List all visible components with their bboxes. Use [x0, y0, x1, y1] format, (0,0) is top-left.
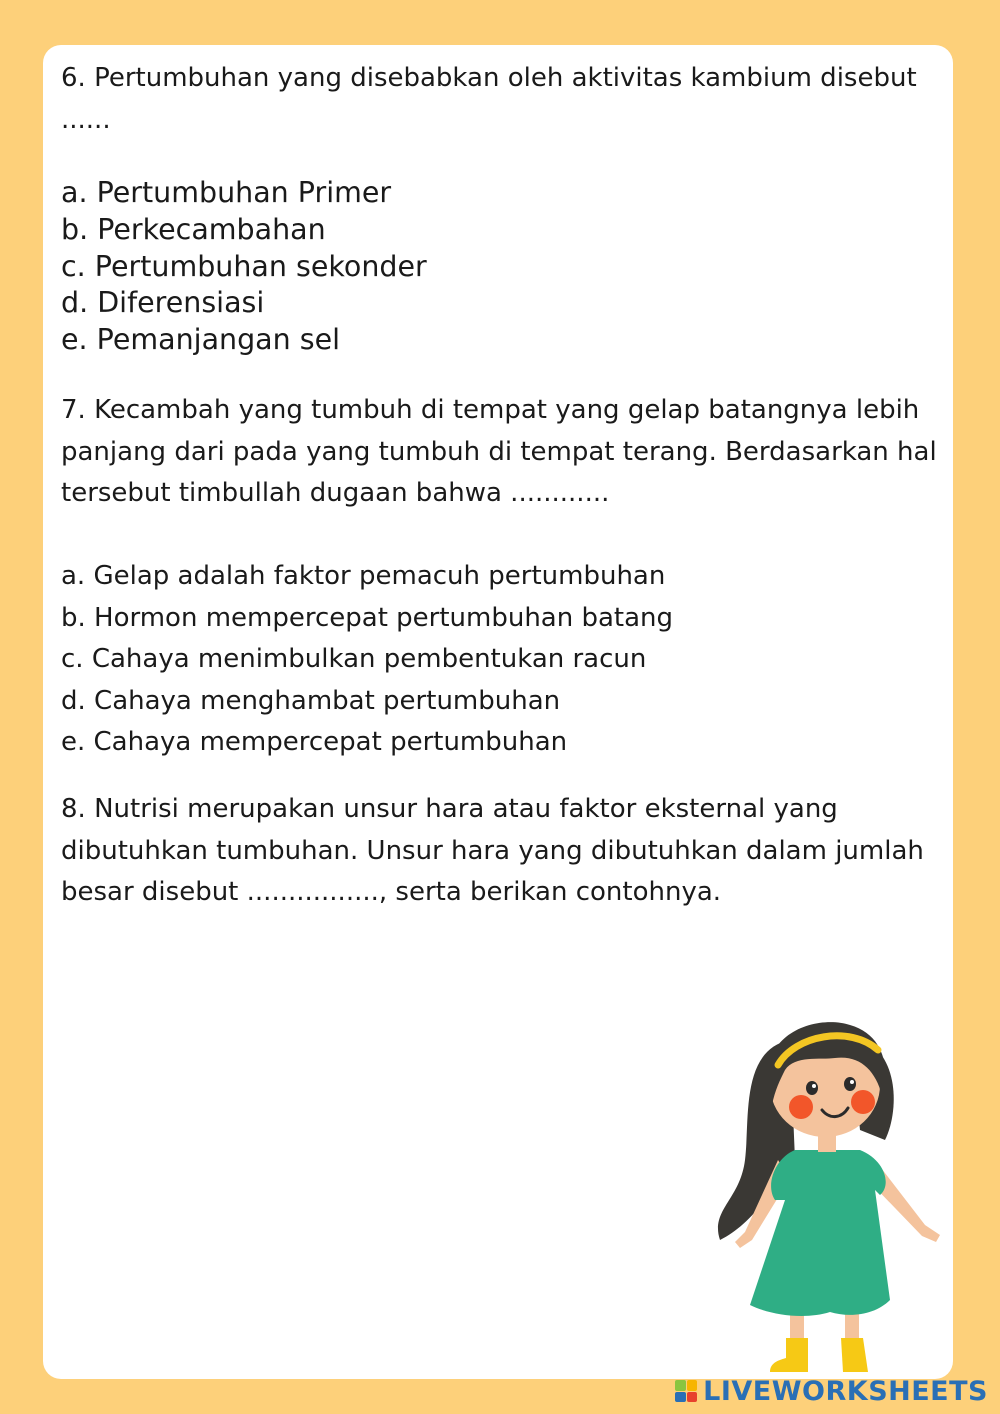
- cheek-right: [851, 1090, 875, 1114]
- liveworksheets-logo-icon: [675, 1380, 697, 1402]
- question-7-number: 7.: [61, 395, 86, 425]
- option-7a[interactable]: a. Gelap adalah faktor pemacuh pertumbuhan: [61, 561, 666, 591]
- boot-left: [770, 1338, 808, 1372]
- brand-text: LIVEWORKSHEETS: [703, 1375, 988, 1407]
- option-7d[interactable]: d. Cahaya menghambat pertumbuhan: [61, 685, 561, 716]
- option-6e[interactable]: e. Pemanjangan sel: [61, 323, 341, 357]
- option-7c[interactable]: c. Cahaya menimbulkan pembentukan racun: [61, 644, 647, 674]
- question-7-text: Kecambah yang tumbuh di tempat yang gelap batangnya lebih panjang dari pada yang tumbuh di tempat terang. Berdasarkan hal tersebut timbullah dugaan bahwa ............: [61, 395, 937, 508]
- option-7e[interactable]: e. Cahaya mempercepat pertumbuhan: [61, 727, 568, 757]
- option-6a[interactable]: a. Pertumbuhan Primer: [61, 176, 392, 209]
- option-6d[interactable]: d. Diferensiasi: [61, 286, 265, 320]
- liveworksheets-brand[interactable]: [675, 1374, 988, 1408]
- option-7b[interactable]: b. Hormon mempercepat pertumbuhan batang: [61, 602, 674, 633]
- question-6: [61, 58, 941, 141]
- option-6c[interactable]: c. Pertumbuhan sekonder: [61, 249, 427, 283]
- question-8-number: 8.: [61, 794, 86, 824]
- question-8-text: Nutrisi merupakan unsur hara atau faktor eksternal yang dibutuhkan tumbuhan. Unsur hara yang dibutuhkan dalam jumlah besar disebut ................, serta berikan contohnya.: [61, 794, 924, 907]
- eye-right: [844, 1077, 856, 1091]
- question-6-text: Pertumbuhan yang disebabkan oleh aktivitas kambium disebut ......: [61, 63, 917, 135]
- eye-right-shine: [850, 1080, 854, 1084]
- question-7: [61, 390, 941, 515]
- eye-left: [806, 1081, 818, 1095]
- girl-illustration: [700, 1010, 960, 1380]
- question-6-number: 6.: [61, 63, 86, 93]
- cheek-left: [789, 1095, 813, 1119]
- question-8: [61, 789, 941, 914]
- option-6b[interactable]: b. Perkecambahan: [61, 212, 326, 246]
- eye-left-shine: [812, 1084, 816, 1088]
- question-6-options: [61, 175, 941, 359]
- question-7-options: [61, 556, 941, 764]
- boot-right: [841, 1338, 868, 1372]
